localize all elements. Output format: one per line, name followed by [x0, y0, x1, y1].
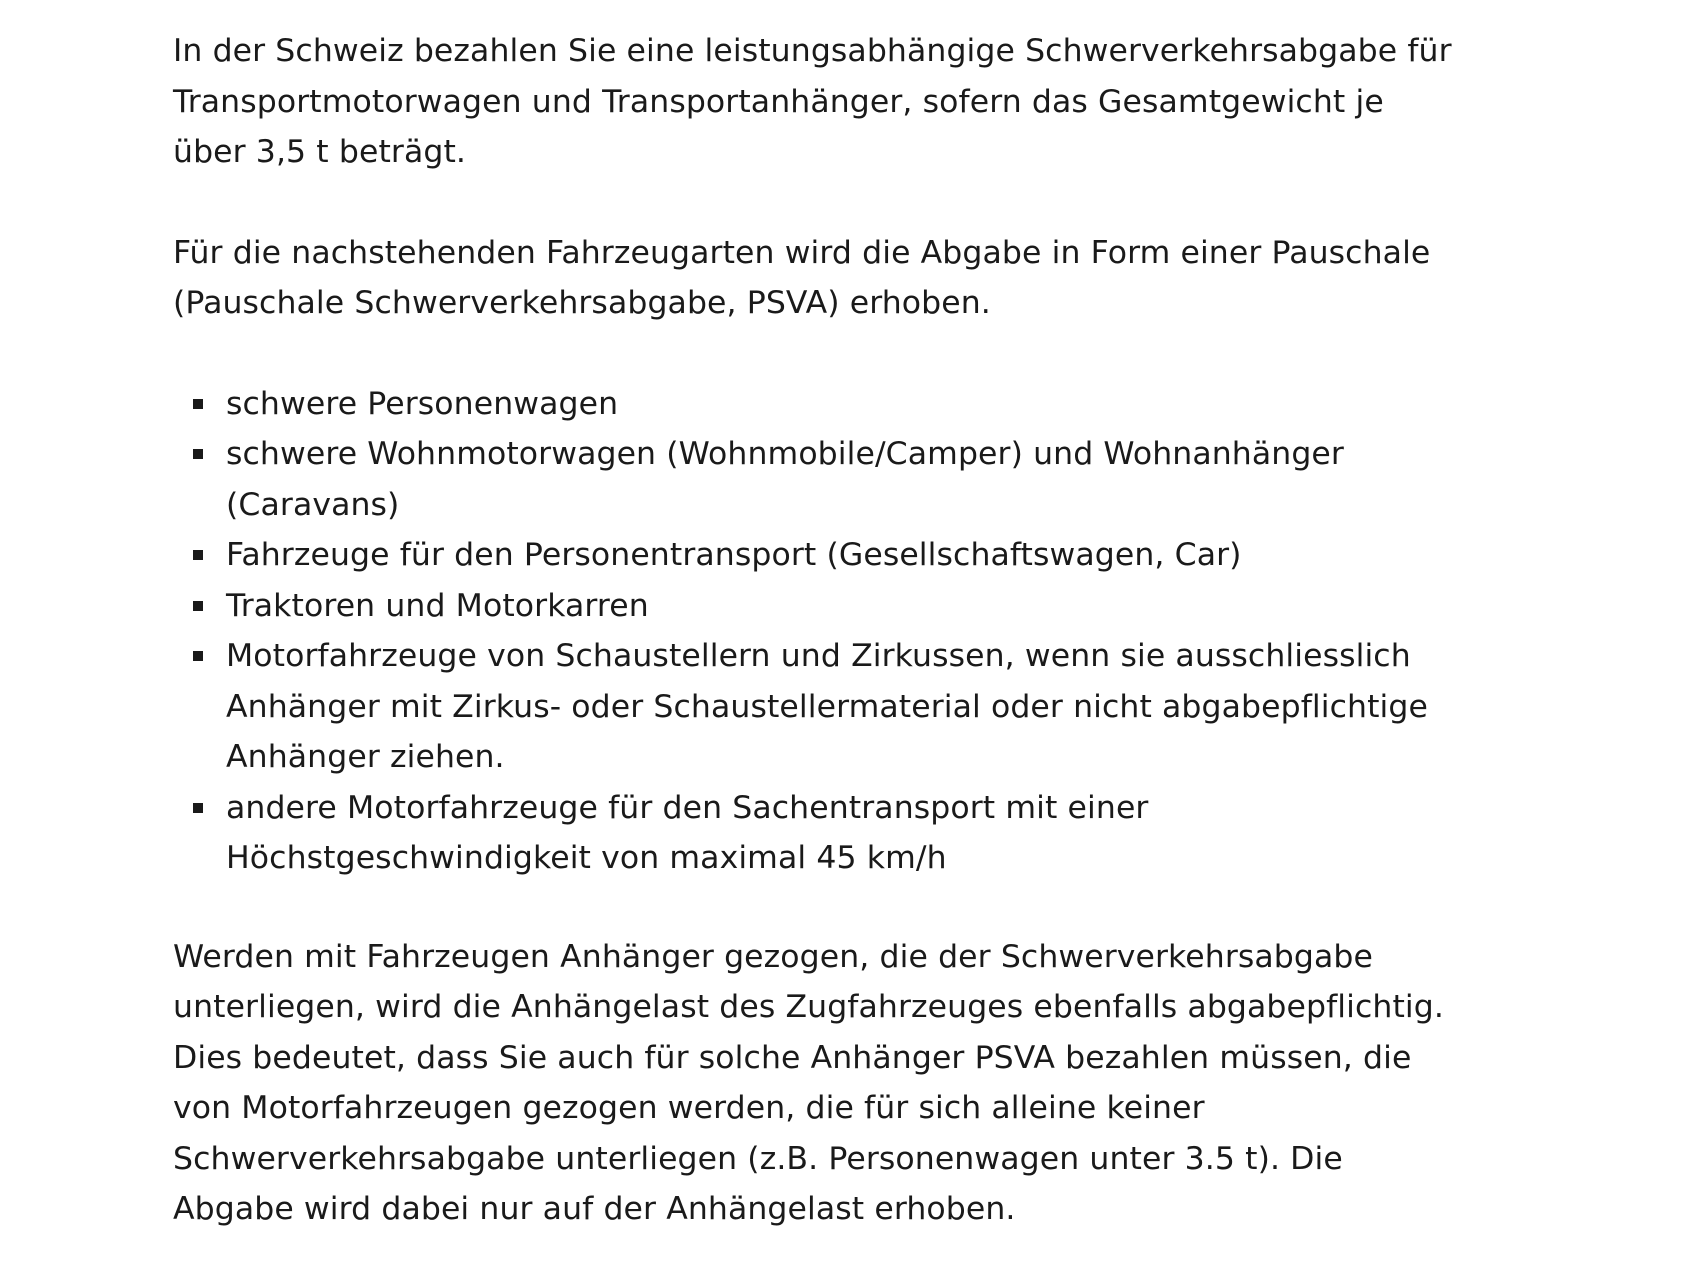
- list-item-text: andere Motorfahrzeuge für den Sachentransport mit einer Höchstgeschwindigkeit von maximal 45 km/h: [226, 789, 1149, 876]
- square-bullet-icon: [193, 550, 203, 560]
- list-item: [173, 429, 1453, 530]
- intro-paragraph: In der Schweiz bezahlen Sie eine leistungsabhängige Schwerverkehrsabgabe für Transportmotorwagen und Transportanhänger, sofern das Gesamtgewicht je über 3,5 t beträgt.: [173, 33, 1452, 170]
- list-item: [173, 581, 1453, 632]
- square-bullet-icon: [193, 803, 203, 813]
- list-item: [173, 530, 1453, 581]
- trailer-paragraph: Werden mit Fahrzeugen Anhänger gezogen, die der Schwerverkehrsabgabe unterliegen, wird die Anhängelast des Zugfahrzeuges ebenfalls abgabepflichtig. Dies bedeutet, dass Sie auch für solche Anhänger PSVA bezahlen müssen, die von Motorfahrzeugen gezogen werden, die für sich alleine keiner Schwerverkehrsabgabe unterliegen (z.B. Personenwagen unter 3.5 t). Die Abgabe wird dabei nur auf der Anhängelast erhoben.: [173, 938, 1444, 1227]
- list-item-text: Motorfahrzeuge von Schaustellern und Zirkussen, wenn sie ausschliesslich Anhänger mit Zirkus- oder Schaustellermaterial oder nicht abgabepflichtige Anhänger ziehen.: [226, 638, 1428, 775]
- list-item-text: Fahrzeuge für den Personentransport (Gesellschaftswagen, Car): [226, 537, 1242, 573]
- square-bullet-icon: [193, 399, 203, 409]
- square-bullet-icon: [193, 601, 203, 611]
- list-item: [173, 379, 1453, 430]
- lead-paragraph: Für die nachstehenden Fahrzeugarten wird die Abgabe in Form einer Pauschale (Pauschale Schwerverkehrsabgabe, PSVA) erhoben.: [173, 234, 1431, 321]
- article-body: [173, 26, 1453, 1235]
- list-item: [173, 631, 1453, 783]
- square-bullet-icon: [193, 651, 203, 661]
- list-item-text: schwere Personenwagen: [226, 385, 619, 422]
- list-item-text: schwere Wohnmotorwagen (Wohnmobile/Camper) und Wohnanhänger (Caravans): [226, 436, 1344, 523]
- square-bullet-icon: [193, 449, 203, 459]
- list-item-text: Traktoren und Motorkarren: [226, 587, 649, 624]
- list-item: [173, 783, 1453, 884]
- vehicle-type-list: [173, 379, 1453, 884]
